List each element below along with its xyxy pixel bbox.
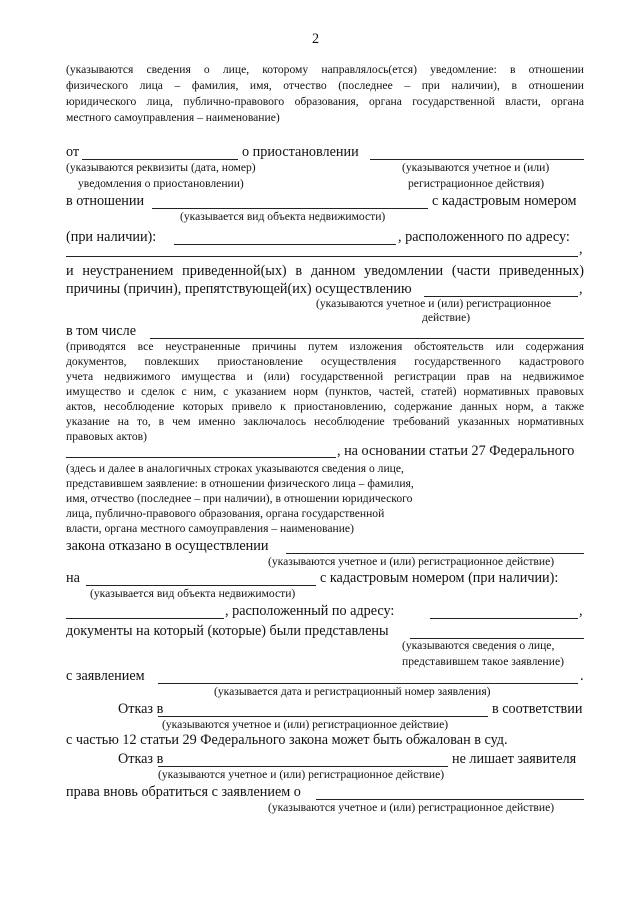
hint-action: (указываются учетное и (или) регистрационное действие) [268, 801, 555, 814]
located-label-2: , расположенный по адресу: [225, 603, 395, 619]
with-application-label: с заявлением [66, 668, 145, 684]
intro-line: (указываются сведения о лице, которому направлялось(ется) уведомление: в отношении [66, 63, 584, 76]
hint-line: (приводятся все неустраненные причины путем изложения обстоятельств или содержания [66, 340, 584, 353]
hint-action: (указываются учетное и (или) регистрационное [316, 297, 552, 310]
hint-requisites: уведомления о приостановлении) [78, 177, 244, 190]
comma: , [579, 241, 583, 257]
hint-action: действие) [422, 311, 471, 324]
comma: , [579, 281, 583, 297]
suspension-label: о приостановлении [242, 144, 359, 160]
hint-object-kind: (указывается вид объекта недвижимости) [180, 210, 386, 223]
failure-line: причины (причин), препятствующей(их) осуществлению [66, 281, 412, 297]
intro-line: местного самоуправления – наименование) [66, 111, 280, 124]
refusal-in-label: Отказ в [118, 701, 164, 717]
suspended-action-field[interactable] [370, 159, 584, 160]
hint-line: власти, органа местного самоуправления – наименование) [66, 522, 354, 535]
hint-line: актов, несоблюдение которых привело к приостановлению, содержание данных норм, а также [66, 400, 584, 413]
hint-action: (указываются учетное и (или) регистрационное действие) [268, 555, 555, 568]
from-label: от [66, 144, 80, 160]
comma: , [579, 603, 583, 619]
hint-person: (указываются сведения о лице, [402, 639, 555, 652]
refusal-action-field-2[interactable] [158, 766, 448, 767]
basis-label: , на основании статьи 27 Федерального [337, 443, 575, 459]
not-deprive-label: не лишает заявителя [452, 751, 577, 767]
cadastral-number-field[interactable] [174, 244, 396, 245]
address-field-2[interactable] [430, 618, 578, 619]
new-application-field[interactable] [316, 799, 584, 800]
object-kind-field[interactable] [152, 208, 428, 209]
page-number: 2 [312, 31, 320, 47]
hint-line: (здесь и далее в аналогичных строках указываются сведения о лице, [66, 462, 404, 475]
hint-object-kind: (указывается вид объекта недвижимости) [90, 587, 296, 600]
intro-line: юридического лица, публично-правового образования, органа государственной власти, органа [66, 95, 584, 108]
hint-requisites: (указываются реквизиты (дата, номер) [66, 161, 256, 174]
hint-actions: регистрационное действия) [408, 177, 545, 190]
hint-line: учета недвижимого имущества и (или) государственной регистрации прав на недвижимое [66, 370, 584, 383]
hint-person: представившем такое заявление) [402, 655, 564, 668]
documents-label: документы на который (которые) были представлены [66, 623, 389, 639]
hint-line: документов, повлекших приостановление осуществления государственного кадастрового [66, 355, 584, 368]
hint-line: имущество и сделок с ним, с указанием норм (пунктов, частей, статей) нормативных правовых [66, 385, 584, 398]
address-field[interactable] [66, 256, 578, 257]
cadastral-if-any-label: с кадастровым номером (при наличии): [320, 570, 559, 586]
refused-action-field[interactable] [286, 553, 584, 554]
hint-line: имя, отчество (последнее – при наличии), в отношении юридического [66, 492, 413, 505]
refusal-action-field[interactable] [158, 716, 488, 717]
intro-line: физического лица – фамилия, имя, отчество (последнее – при наличии), в отношении [66, 79, 584, 92]
hint-action: (указываются учетное и (или) регистрационное действие) [158, 768, 445, 781]
refusal-in-label-2: Отказ в [118, 751, 164, 767]
object-kind-field-2[interactable] [86, 585, 316, 586]
reasons-field[interactable] [150, 338, 584, 339]
hint-line: указание на то, в чем именно заключалось несоблюдение требований указанных нормативных [66, 415, 584, 428]
regarding-label: в отношении [66, 193, 145, 209]
cadastral-label: с кадастровым номером [432, 193, 577, 209]
period: . [580, 668, 584, 684]
hint-line: представившем заявление: в отношении физического лица – фамилия, [66, 477, 414, 490]
hint-action: (указываются учетное и (или) регистрационное действие) [162, 718, 449, 731]
right-again-label: права вновь обратиться с заявлением о [66, 784, 301, 800]
failure-line: и неустранением приведенной(ых) в данном уведомлении (части приведенных) [66, 263, 584, 279]
hint-line: лица, публично-правового образования, органа государственной [66, 507, 385, 520]
notice-requisites-field[interactable] [82, 159, 238, 160]
applicant-field[interactable] [66, 457, 336, 458]
hint-actions: (указываются учетное и (или) [402, 161, 550, 174]
application-field[interactable] [158, 683, 578, 684]
law-refused-label: закона отказано в осуществлении [66, 538, 269, 554]
if-any-label: (при наличии): [66, 229, 157, 245]
located-label: , расположенного по адресу: [398, 229, 570, 245]
part12-text: с частью 12 статьи 29 Федерального закона может быть обжалован в суд. [66, 732, 508, 748]
hint-application: (указывается дата и регистрационный номер заявления) [214, 685, 491, 698]
accordance-label: в соответствии [492, 701, 583, 717]
hint-line: правовых актов) [66, 430, 147, 443]
including-label: в том числе [66, 323, 137, 339]
on-label: на [66, 570, 80, 586]
cadastral-number-field-2[interactable] [66, 618, 224, 619]
